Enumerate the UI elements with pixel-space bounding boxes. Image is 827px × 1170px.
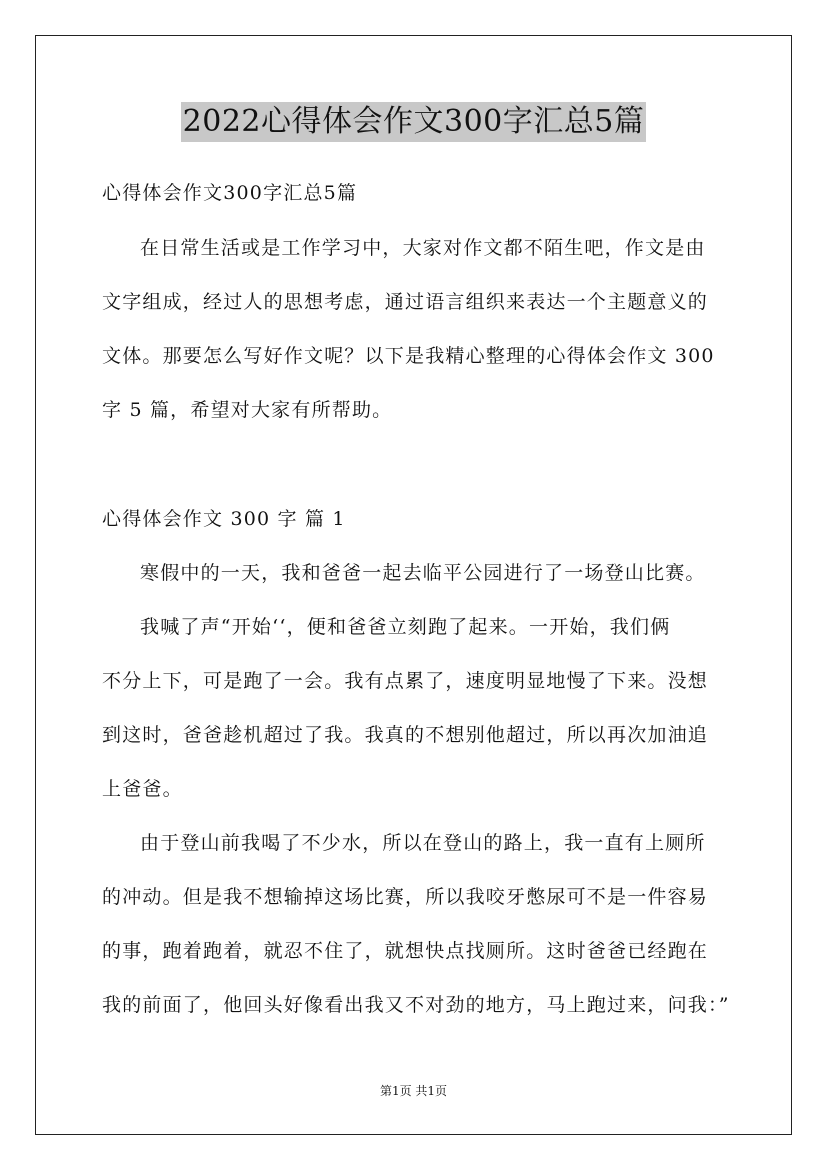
page-footer: 第1页 共1页 (379, 1084, 448, 1098)
para3-line-4: 我的前面了，他回头好像看出我又不对劲的地方，马上跑过来，问我：” (102, 994, 730, 1016)
subtitle: 心得体会作文300字汇总5篇 (102, 182, 358, 204)
intro-line-1: 在日常生活或是工作学习中，大家对作文都不陌生吧，作文是由 (140, 237, 706, 259)
para3-line-2: 的冲动。但是我不想输掉这场比赛，所以我咬牙憋尿可不是一件容易 (102, 886, 709, 908)
intro-line-2: 文字组成，经过人的思想考虑，通过语言组织来表达一个主题意义的 (102, 291, 709, 313)
document-title: 2022心得体会作文300字汇总5篇 (181, 102, 647, 142)
para2-line-1: 我喊了声“开始‘‘，便和爸爸立刻跑了起来。一开始，我们俩 (140, 616, 671, 638)
intro-line-3: 文体。那要怎么写好作文呢？以下是我精心整理的心得体会作文 300 (102, 345, 715, 367)
para3-line-1: 由于登山前我喝了不少水，所以在登山的路上，我一直有上厕所 (140, 832, 706, 854)
para2-line-2: 不分上下，可是跑了一会。我有点累了，速度明显地慢了下来。没想 (102, 670, 709, 692)
para3-line-3: 的事，跑着跑着，就忍不住了，就想快点找厕所。这时爸爸已经跑在 (102, 940, 709, 962)
section-heading: 心得体会作文 300 字 篇 1 (102, 508, 346, 530)
para1-line-1: 寒假中的一天，我和爸爸一起去临平公园进行了一场登山比赛。 (140, 562, 706, 584)
title-wrap (0, 102, 827, 142)
para2-line-4: 上爸爸。 (102, 778, 183, 800)
para2-line-3: 到这时，爸爸趁机超过了我。我真的不想别他超过，所以再次加油追 (102, 724, 709, 746)
intro-line-4: 字 5 篇，希望对大家有所帮助。 (102, 399, 393, 421)
